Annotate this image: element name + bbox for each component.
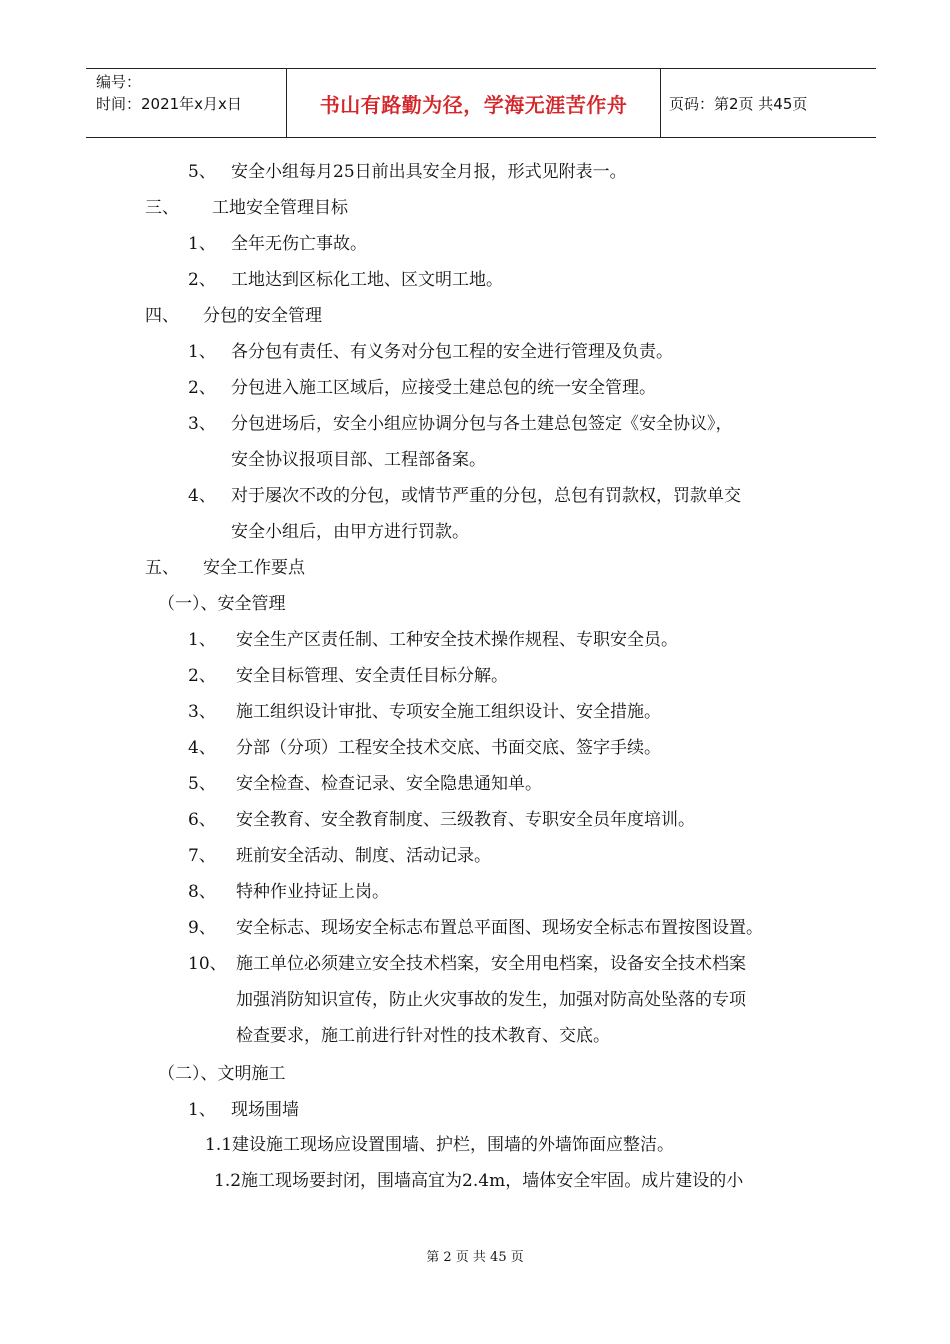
time-label: 时间：2021年x月x日	[96, 95, 242, 113]
section-title: 安全工作要点	[203, 558, 305, 578]
item-number: 1、	[188, 630, 216, 650]
section-title: 工地安全管理目标	[212, 198, 348, 218]
header-motto: 书山有路勤为径，学海无涯苦作舟	[287, 69, 661, 137]
item-text: 安全标志、现场安全标志布置总平面图、现场安全标志布置按图设置。	[236, 918, 763, 938]
item-text: 施工组织设计审批、专项安全施工组织设计、安全措施。	[236, 702, 661, 722]
page-footer: 第 2 页 共 45 页	[426, 1250, 524, 1265]
item-number: 10、	[188, 954, 227, 974]
item-number: 2、	[188, 270, 216, 290]
item-number: 8、	[188, 882, 216, 902]
item-text: 分包进场后，安全小组应协调分包与各土建总包签定《安全协议》，	[231, 414, 733, 434]
item-number: 4、	[188, 486, 216, 506]
item-text: 班前安全活动、制度、活动记录。	[236, 846, 491, 866]
item-number: 1、	[188, 234, 216, 254]
header-meta	[86, 69, 287, 137]
item-text: 各分包有责任、有义务对分包工程的安全进行管理及负责。	[231, 342, 673, 362]
item-text: 检查要求，施工前进行针对性的技术教育、交底。	[236, 1026, 610, 1046]
item-number: 3、	[188, 414, 216, 434]
item-text: 现场围墙	[231, 1100, 299, 1120]
item-number: 7、	[188, 846, 216, 866]
item-number: 9、	[188, 918, 216, 938]
subsection-title: （二）、文明施工	[158, 1064, 286, 1084]
item-number: 2、	[188, 378, 216, 398]
item-text: 加强消防知识宣传，防止火灾事故的发生，加强对防高处坠落的专项	[236, 990, 746, 1010]
item-text: 施工单位必须建立安全技术档案，安全用电档案，设备安全技术档案	[236, 954, 746, 974]
item-text: 对于屡次不改的分包，或情节严重的分包，总包有罚款权，罚款单交	[231, 486, 741, 506]
header-page-label: 页码：第2页 共45页	[669, 94, 808, 113]
page-header	[86, 68, 876, 138]
item-text: 1.2施工现场要封闭，围墙高宜为2.4m，墙体安全牢固。成片建设的小	[214, 1171, 744, 1191]
serial-label: 编号：	[96, 73, 142, 91]
item-text: 安全协议报项目部、工程部备案。	[231, 450, 486, 470]
item-text: 1.1建设施工现场应设置围墙、护栏，围墙的外墙饰面应整洁。	[205, 1135, 675, 1155]
item-number: 6、	[188, 810, 216, 830]
item-text: 工地达到区标化工地、区文明工地。	[231, 270, 503, 290]
item-text: 安全小组每月25日前出具安全月报，形式见附表一。	[231, 162, 627, 182]
section-number: 五、	[145, 558, 179, 578]
section-number: 三、	[145, 198, 179, 218]
item-number: 4、	[188, 738, 216, 758]
item-text: 安全教育、安全教育制度、三级教育、专职安全员年度培训。	[236, 810, 695, 830]
item-text: 全年无伤亡事故。	[231, 234, 367, 254]
item-number: 5、	[188, 774, 216, 794]
item-number: 1、	[188, 342, 216, 362]
section-number: 四、	[145, 306, 179, 326]
section-title: 分包的安全管理	[203, 306, 322, 326]
item-text: 分包进入施工区域后，应接受土建总包的统一安全管理。	[231, 378, 656, 398]
item-text: 分部（分项）工程安全技术交底、书面交底、签字手续。	[236, 738, 661, 758]
item-number: 3、	[188, 702, 216, 722]
item-text: 安全小组后，由甲方进行罚款。	[231, 522, 469, 542]
item-number: 2、	[188, 666, 216, 686]
item-text: 安全检查、检查记录、安全隐患通知单。	[236, 774, 542, 794]
item-text: 特种作业持证上岗。	[236, 882, 389, 902]
item-text: 安全目标管理、安全责任目标分解。	[236, 666, 508, 686]
item-number: 1、	[188, 1100, 216, 1120]
item-number: 5、	[188, 162, 216, 182]
item-text: 安全生产区责任制、工种安全技术操作规程、专职安全员。	[236, 630, 678, 650]
subsection-title: （一）、安全管理	[158, 594, 286, 614]
